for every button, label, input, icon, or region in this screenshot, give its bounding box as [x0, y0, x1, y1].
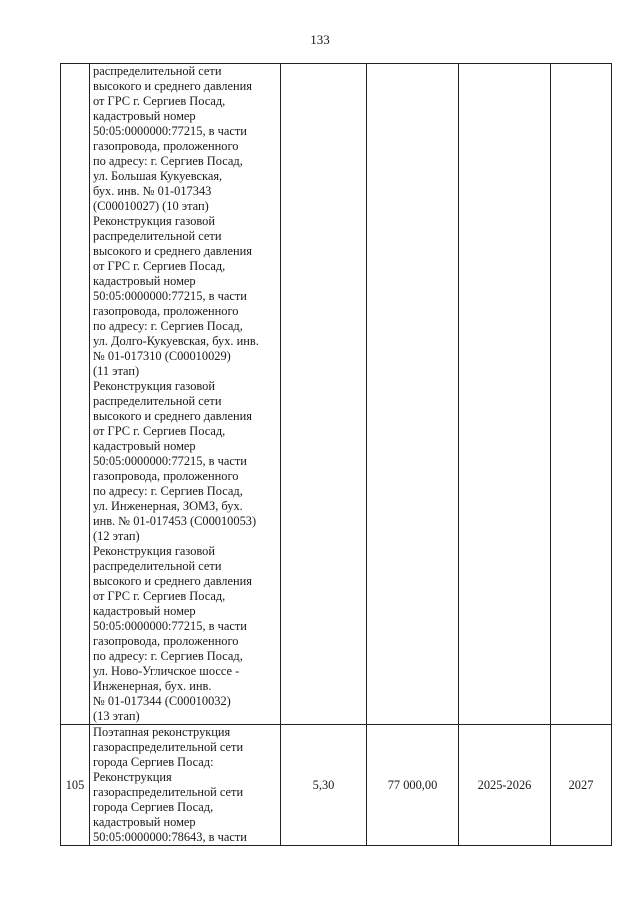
length-cell: 5,30 — [281, 725, 367, 846]
year-cell — [551, 64, 612, 725]
row-number-cell — [61, 64, 90, 725]
description-line: (С00010027) (10 этап) — [93, 199, 209, 213]
description-line: 50:05:0000000:77215, в части — [93, 289, 247, 303]
cost-cell — [367, 64, 459, 725]
description-line: высокого и среднего давления — [93, 409, 252, 423]
description-line: газопровода, проложенного — [93, 139, 239, 153]
description-line: по адресу: г. Сергиев Посад, — [93, 319, 243, 333]
description-line: (12 этап) — [93, 529, 140, 543]
description-line: от ГРС г. Сергиев Посад, — [93, 94, 226, 108]
description-line: Реконструкция газовой — [93, 379, 216, 393]
description-line: 50:05:0000000:77215, в части — [93, 619, 247, 633]
description-line: высокого и среднего давления — [93, 79, 252, 93]
description-line: кадастровый номер — [93, 439, 196, 453]
investment-program-table — [60, 63, 612, 846]
length-cell — [281, 64, 367, 725]
description-line: ул. Ново-Угличское шоссе - — [93, 664, 240, 678]
description-line: Инженерная, бух. инв. — [93, 679, 212, 693]
description-line: ул. Большая Кукуевская, — [93, 169, 223, 183]
description-line: № 01-017344 (С00010032) — [93, 694, 231, 708]
cost-cell: 77 000,00 — [367, 725, 459, 846]
description-line: от ГРС г. Сергиев Посад, — [93, 424, 226, 438]
description-line: от ГРС г. Сергиев Посад, — [93, 589, 226, 603]
object-description-cell — [90, 64, 281, 725]
description-line: города Сергиев Посад: — [93, 755, 214, 769]
description-line: Реконструкция — [93, 770, 172, 784]
description-line: по адресу: г. Сергиев Посад, — [93, 154, 243, 168]
description-line: кадастровый номер — [93, 604, 196, 618]
description-line: газораспределительной сети — [93, 785, 244, 799]
table-row — [61, 64, 612, 725]
row-number-cell: 105 — [61, 725, 90, 846]
object-description-cell — [90, 725, 281, 846]
period-cell: 2025-2026 — [459, 725, 551, 846]
table-row — [61, 725, 612, 846]
description-line: Реконструкция газовой — [93, 544, 216, 558]
description-line: Поэтапная реконструкция — [93, 725, 231, 739]
description-line: 50:05:0000000:78643, в части — [93, 830, 247, 844]
description-line: высокого и среднего давления — [93, 244, 252, 258]
description-line: 50:05:0000000:77215, в части — [93, 454, 247, 468]
description-line: по адресу: г. Сергиев Посад, — [93, 484, 243, 498]
description-line: Реконструкция газовой — [93, 214, 216, 228]
description-line: по адресу: г. Сергиев Посад, — [93, 649, 243, 663]
description-line: распределительной сети — [93, 64, 222, 78]
description-line: 50:05:0000000:77215, в части — [93, 124, 247, 138]
description-line: города Сергиев Посад, — [93, 800, 214, 814]
description-line: кадастровый номер — [93, 274, 196, 288]
description-line: ул. Инженерная, ЗОМЗ, бух. — [93, 499, 243, 513]
period-cell — [459, 64, 551, 725]
description-line: (11 этап) — [93, 364, 140, 378]
year-cell: 2027 — [551, 725, 612, 846]
description-line: высокого и среднего давления — [93, 574, 252, 588]
description-line: газопровода, проложенного — [93, 634, 239, 648]
description-line: ул. Долго-Кукуевская, бух. инв. — [93, 334, 259, 348]
description-line: распределительной сети — [93, 229, 222, 243]
description-line: распределительной сети — [93, 559, 222, 573]
description-line: газопровода, проложенного — [93, 304, 239, 318]
description-line: газопровода, проложенного — [93, 469, 239, 483]
description-line: кадастровый номер — [93, 815, 196, 829]
description-line: № 01-017310 (С00010029) — [93, 349, 231, 363]
description-line: от ГРС г. Сергиев Посад, — [93, 259, 226, 273]
description-line: инв. № 01-017453 (С00010053) — [93, 514, 257, 528]
description-line: кадастровый номер — [93, 109, 196, 123]
description-line: распределительной сети — [93, 394, 222, 408]
page-number: 133 — [310, 32, 330, 47]
description-line: бух. инв. № 01-017343 — [93, 184, 212, 198]
description-line: (13 этап) — [93, 709, 140, 723]
description-line: газораспределительной сети — [93, 740, 244, 754]
